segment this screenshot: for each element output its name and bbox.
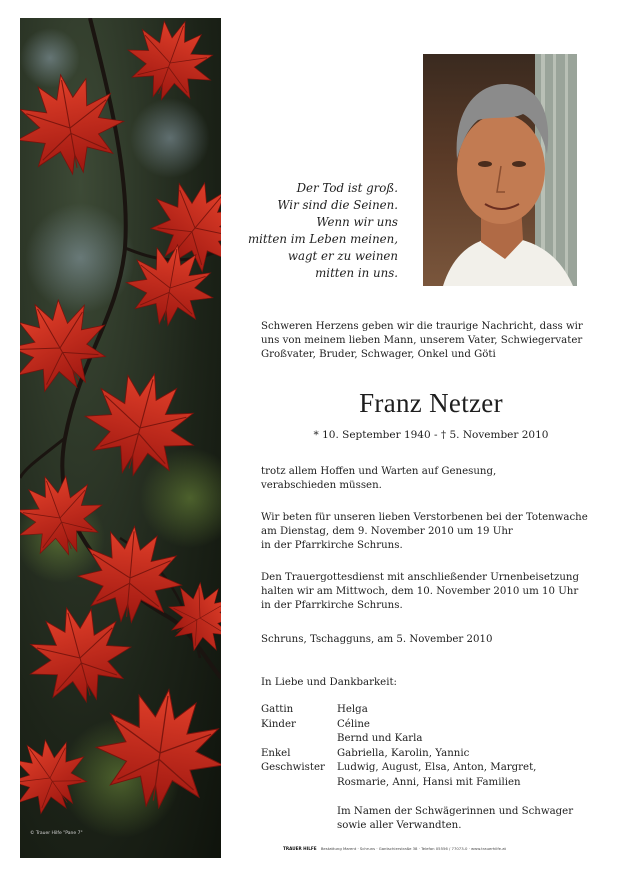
on-behalf-line: sowie aller Verwandten. [337,820,462,832]
on-behalf-row [261,805,573,820]
vigil-line: in der Pfarrkirche Schruns. [261,540,403,552]
family-row [261,747,573,762]
intro-paragraph [261,320,601,363]
family-names: Bernd und Karla [337,733,423,745]
maple-leaves-illustration [20,18,221,858]
family-names: Rosmarie, Anni, Hansi mit Familien [337,776,521,788]
service-line: Den Trauergottesdienst mit anschließender Urnenbeisetzung [261,572,579,583]
family-row [261,703,573,718]
family-role: Enkel [261,747,291,759]
on-behalf-row [261,819,573,834]
place-date-line: Schruns, Tschagguns, am 5. November 2010 [261,634,493,645]
family-names: Ludwig, August, Elsa, Anton, Margret, [337,762,537,774]
family-role: Gattin [261,704,294,715]
family-list [261,703,573,834]
portrait-photo [423,54,577,286]
poem-line: mitten im Leben meinen, [247,232,398,246]
footer-text: Bestattung Marent · Schruns · Gantschierstraße 38 · Telefon 05556 / 77073-0 · www.trauerhilfe.at [320,846,507,851]
family-names: Helga [337,704,368,715]
place-date [261,633,601,647]
service-line: in der Pfarrkirche Schruns. [261,600,403,612]
vigil-line: am Dienstag, dem 9. November 2010 um 19 Uhr [261,526,513,538]
spacer [261,805,337,820]
family-role [261,776,337,791]
family-role: Kinder [261,718,296,730]
family-names: Céline [337,718,370,730]
closing-text: In Liebe und Dankbarkeit: [261,677,397,688]
poem-line: wagt er zu weinen [287,249,398,263]
family-role: Geschwister [261,762,325,774]
family-row [261,732,573,747]
poem [198,180,398,282]
intro-line: uns von meinem lieben Mann, unserem Vater, Schwiegervater [261,335,583,347]
spacer [261,819,337,834]
family-row [261,761,573,776]
poem-line: mitten in uns. [315,266,398,280]
farewell-line: verabschieden müssen. [261,480,382,492]
deceased-name: Franz Netzer [359,388,503,418]
footer [283,846,506,851]
on-behalf-line: Im Namen der Schwägerinnen und Schwager [337,805,574,817]
family-row [261,776,573,791]
service-line: halten wir am Mittwoch, dem 10. November 2010 um 10 Uhr [261,586,579,598]
family-role [261,732,337,747]
autumn-leaves-photo [20,18,221,858]
vigil-paragraph [261,511,601,554]
poem-line: Der Tod ist groß. [296,181,398,195]
farewell-line: trotz allem Hoffen und Warten auf Genesung, [261,466,497,477]
portrait-illustration [423,54,577,286]
poem-line: Wir sind die Seinen. [277,198,398,212]
closing-line [261,676,601,690]
footer-brand: TRAUER HILFE [283,846,317,851]
vigil-line: Wir beten für unseren lieben Verstorbenen bei der Totenwache [261,512,588,523]
intro-line: Schweren Herzens geben wir die traurige Nachricht, dass wir [261,321,583,332]
farewell-paragraph [261,465,601,493]
family-row [261,718,573,733]
intro-line: Großvater, Bruder, Schwager, Onkel und Göti [261,349,496,361]
image-credit: © Trauer Hilfe "Pane 7" [30,831,83,836]
family-names: Gabriella, Karolin, Yannic [337,747,470,759]
life-dates: * 10. September 1940 - † 5. November 2010 [313,429,549,441]
poem-line: Wenn wir uns [316,215,398,229]
service-paragraph [261,571,601,614]
